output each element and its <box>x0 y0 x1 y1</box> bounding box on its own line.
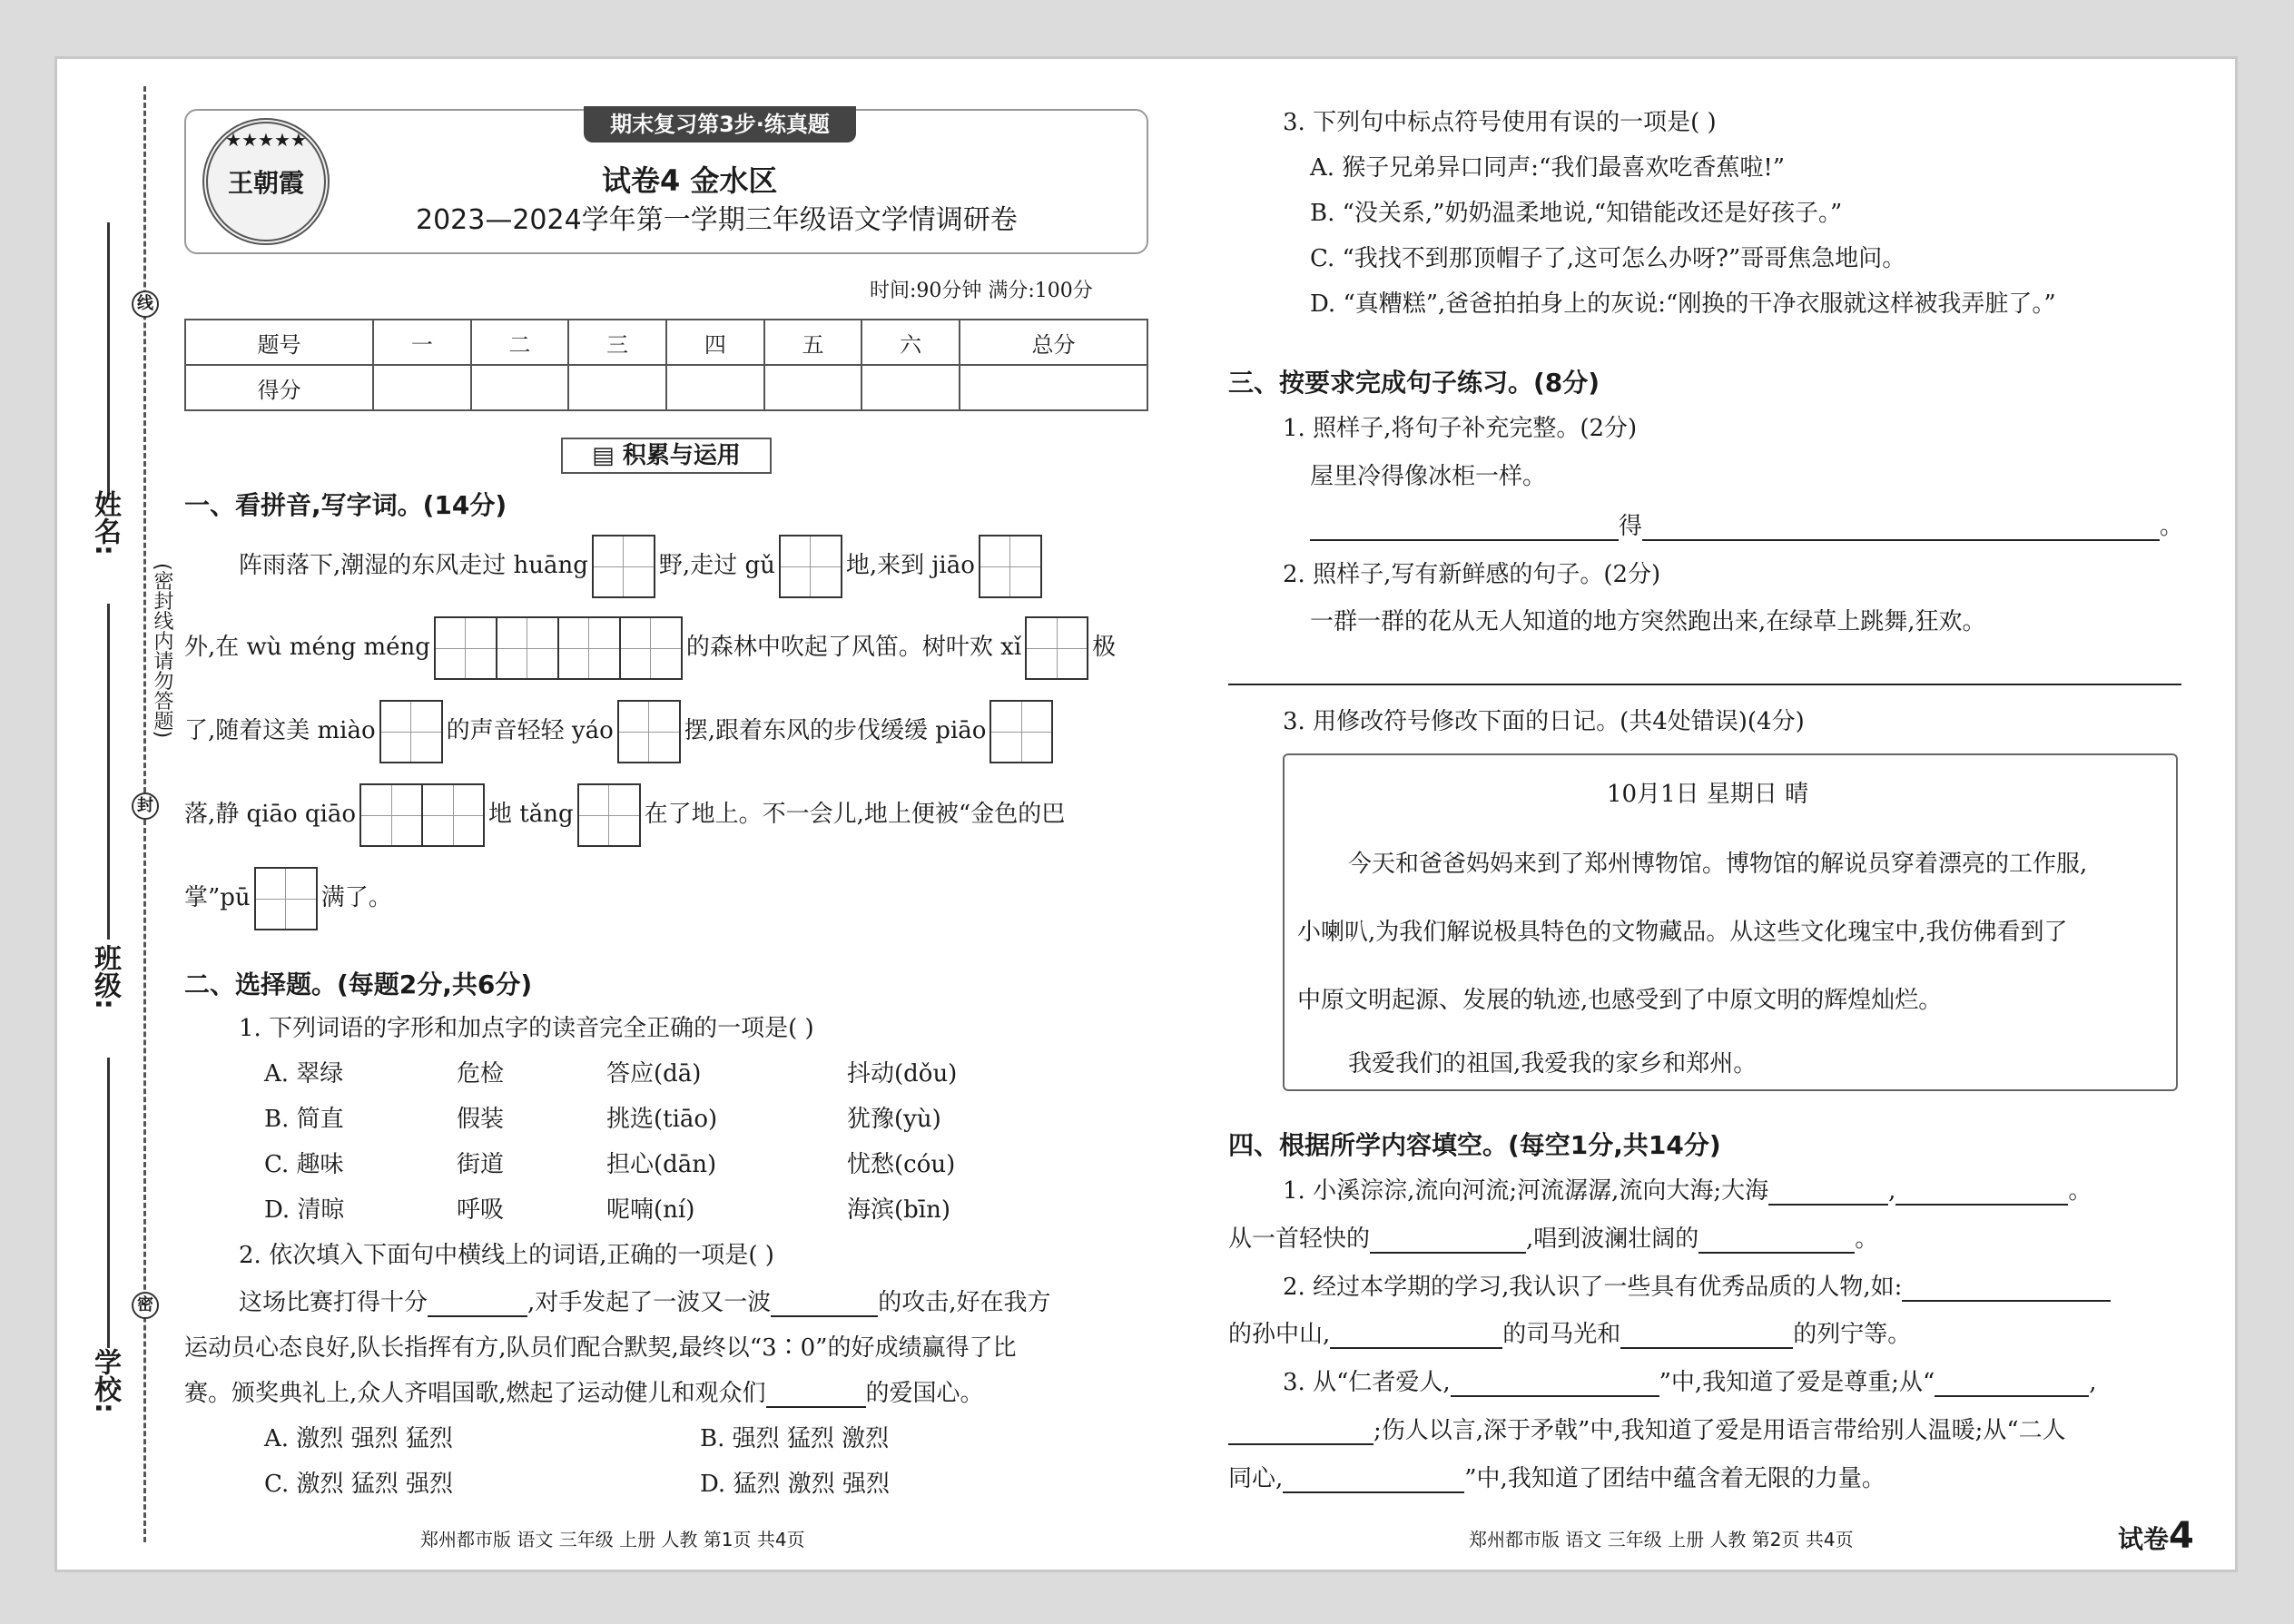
text: , <box>1888 1177 1896 1205</box>
section-banner-text: 积累与运用 <box>622 442 741 469</box>
score-input[interactable] <box>666 365 764 410</box>
q3-1-answer <box>1310 513 2183 541</box>
q2-3-option-b[interactable]: B. “没关系,”奶奶温柔地说,“知错能改还是好孩子。” <box>1310 200 1843 227</box>
text: 的声音轻轻 yáo <box>446 717 614 744</box>
text: 的爱国心。 <box>865 1380 984 1407</box>
q4-2-line1 <box>1283 1274 2111 1302</box>
blank[interactable] <box>1310 514 1619 541</box>
q2-3-stem: 3. 下列句中标点符号使用有误的一项是( ) <box>1283 109 1717 136</box>
logo-stars: ★★★★★ <box>225 129 307 151</box>
text: 落,静 qiāo qiāo <box>184 801 357 828</box>
blank[interactable] <box>1895 1178 2068 1206</box>
score-cell: 六 <box>861 320 960 365</box>
text: 。 <box>2160 513 2184 540</box>
blank[interactable] <box>1228 1418 1373 1445</box>
text: 从一首轻快的 <box>1228 1225 1371 1253</box>
diary-date: 10月1日 星期日 晴 <box>1607 781 1809 808</box>
tianzige-box[interactable] <box>979 535 1042 598</box>
blank[interactable] <box>1698 1226 1855 1254</box>
text: 这场比赛打得十分 <box>239 1289 428 1316</box>
opt-word: 犹豫(yù) <box>847 1106 941 1133</box>
q2-3-option-c[interactable]: C. “我找不到那顶帽子了,这可怎么办呀?”哥哥焦急地问。 <box>1310 245 1906 272</box>
text: 的列宁等。 <box>1793 1321 1912 1348</box>
tianzige-box[interactable] <box>619 616 683 680</box>
time-info: 时间:90分钟 满分:100分 <box>870 280 1093 302</box>
blank[interactable] <box>1902 1275 2111 1302</box>
score-table <box>184 319 1148 411</box>
opt-word: 街道 <box>457 1151 505 1178</box>
q3-2-answer-line[interactable] <box>1228 684 2181 685</box>
score-cell: 三 <box>568 320 666 365</box>
q4-3-line3 <box>1228 1465 1885 1493</box>
diary-line2: 小喇叭,为我们解说极具特色的文物藏品。从这些文化瑰宝中,我仿佛看到了 <box>1297 919 2068 946</box>
opt-word: 海滨(bīn) <box>847 1196 950 1224</box>
blank[interactable] <box>1642 514 2160 541</box>
blank[interactable] <box>1935 1370 2089 1397</box>
opt-word: 担心(dān) <box>606 1151 717 1178</box>
q3-1-stem: 1. 照样子,将句子补充完整。(2分) <box>1283 415 1638 442</box>
q4-3-line1 <box>1283 1369 2097 1397</box>
text: 。 <box>2068 1177 2092 1205</box>
text: 1. 小溪淙淙,流向河流;河流潺潺,流向大海;大海 <box>1283 1177 1769 1205</box>
text: 的攻击,好在我方 <box>878 1289 1051 1316</box>
q3-heading: 三、按要求完成句子练习。(8分) <box>1228 368 1600 398</box>
text: 满了。 <box>320 884 392 911</box>
opt-word: B. 简直 <box>264 1106 344 1133</box>
school-line <box>107 1058 110 1348</box>
q2-2-option-d[interactable]: D. 猛烈 激烈 强烈 <box>700 1471 890 1498</box>
paper-badge <box>2118 1514 2194 1558</box>
footer-right: 郑州都市版 语文 三年级 上册 人教 第2页 共4页 <box>1469 1529 1854 1550</box>
text: ”中,我知道了团结中蕴含着无限的力量。 <box>1464 1465 1885 1492</box>
score-cell: 总分 <box>960 320 1147 365</box>
q3-3-stem: 3. 用修改符号修改下面的日记。(共4处错误)(4分) <box>1283 708 1805 735</box>
tianzige-box[interactable] <box>779 535 842 598</box>
text: 的司马光和 <box>1502 1321 1621 1348</box>
q1-line2 <box>184 616 1116 680</box>
q2-2-stem: 2. 依次填入下面句中横线上的词语,正确的一项是( ) <box>239 1242 774 1269</box>
text: ”中,我知道了爱是尊重;从“ <box>1659 1369 1935 1396</box>
text: 极 <box>1092 634 1117 661</box>
blank[interactable] <box>1330 1322 1502 1349</box>
text: 摆,跟着东风的步伐缓缓 piāo <box>684 717 987 744</box>
text: 赛。颁奖典礼上,众人齐唱国歌,燃起了运动健儿和观众们 <box>184 1380 766 1407</box>
seal-mark-feng: 封 <box>132 792 159 820</box>
paper-subtitle: 2023—2024学年第一学期三年级语文学情调研卷 <box>416 204 1018 236</box>
diary-line4: 我爱我们的祖国,我爱我的家乡和郑州。 <box>1348 1050 1757 1078</box>
tianzige-box[interactable] <box>496 616 559 680</box>
q1-line5 <box>184 867 392 930</box>
q2-3-option-a[interactable]: A. 猴子兄弟异口同声:“我们最喜欢吃香蕉啦!” <box>1310 154 1786 182</box>
tianzige-box[interactable] <box>421 783 485 847</box>
score-header-row <box>185 320 1147 365</box>
q3-2-example: 一群一群的花从无人知道的地方突然跑出来,在绿草上跳舞,狂欢。 <box>1310 608 1986 635</box>
tianzige-box[interactable] <box>989 700 1053 763</box>
q3-2-stem: 2. 照样子,写有新鲜感的句子。(2分) <box>1283 561 1661 588</box>
badge-number: 4 <box>2169 1515 2194 1557</box>
opt-word: 抖动(dǒu) <box>847 1060 958 1088</box>
score-cell: 一 <box>373 320 471 365</box>
exam-sheet <box>54 56 2238 1572</box>
blank[interactable] <box>771 1290 878 1317</box>
class-line <box>107 604 110 940</box>
diary-line3: 中原文明起源、发展的轨迹,也感受到了中原文明的辉煌灿烂。 <box>1297 987 1943 1014</box>
score-cell: 二 <box>471 320 569 365</box>
tianzige-box[interactable] <box>557 616 621 680</box>
text: 同心, <box>1228 1465 1284 1492</box>
score-input[interactable] <box>471 365 569 410</box>
tianzige-box[interactable] <box>617 700 681 763</box>
seal-notice: (密封线内请勿答题) <box>151 563 173 739</box>
q3-1-example: 屋里冷得像冰柜一样。 <box>1310 463 1547 490</box>
q4-1-line2 <box>1228 1225 1878 1254</box>
diary-line1: 今天和爸爸妈妈来到了郑州博物馆。博物馆的解说员穿着漂亮的工作服, <box>1348 851 2088 878</box>
q2-2-option-b[interactable]: B. 强烈 猛烈 激烈 <box>700 1425 890 1452</box>
section-banner <box>561 438 772 474</box>
text: 的孙中山, <box>1228 1321 1331 1348</box>
q4-heading: 四、根据所学内容填空。(每空1分,共14分) <box>1228 1130 1721 1160</box>
tianzige-box[interactable] <box>254 867 318 930</box>
tianzige-box[interactable] <box>1025 616 1088 680</box>
tianzige-box[interactable] <box>434 616 497 680</box>
text: ,对手发起了一波又一波 <box>527 1289 772 1316</box>
footer-left: 郑州都市版 语文 三年级 上册 人教 第1页 共4页 <box>420 1529 805 1550</box>
opt-word: 假装 <box>457 1106 505 1133</box>
name-label: 姓名: <box>89 490 121 556</box>
paper-title: 试卷4 金水区 <box>602 163 778 198</box>
school-label: 学校: <box>89 1348 121 1413</box>
blank[interactable] <box>428 1290 527 1317</box>
q4-1-line1 <box>1283 1177 2092 1206</box>
blank[interactable] <box>1451 1370 1659 1397</box>
q2-2-option-c[interactable]: C. 激烈 猛烈 强烈 <box>264 1471 454 1498</box>
q1-heading: 一、看拼音,写字词。(14分) <box>184 490 507 520</box>
q2-2-option-a[interactable]: A. 激烈 强烈 猛烈 <box>264 1425 453 1452</box>
tianzige-box[interactable] <box>592 535 655 598</box>
q2-2-p2: 运动员心态良好,队长指挥有方,队员们配合默契,最终以“3∶0”的好成绩赢得了比 <box>184 1334 1017 1362</box>
binding-strip <box>57 59 173 1570</box>
text: 地 tǎng <box>488 801 574 828</box>
logo <box>202 118 330 245</box>
name-line <box>107 222 110 495</box>
opt-word: 呢喃(ní) <box>606 1196 695 1224</box>
blank[interactable] <box>1370 1226 1526 1254</box>
text: 在了地上。不一会儿,地上便被“金色的巴 <box>644 801 1066 828</box>
tianzige-box[interactable] <box>359 783 423 847</box>
score-cell: 五 <box>764 320 862 365</box>
seal-mark-xian: 线 <box>132 290 159 318</box>
q2-2-p1 <box>239 1289 1051 1317</box>
opt-word: 危检 <box>457 1060 505 1088</box>
text: 的森林中吹起了风笛。树叶欢 xǐ <box>685 634 1022 661</box>
opt-word: 答应(dā) <box>606 1060 702 1088</box>
text: 地,来到 jiāo <box>845 552 975 579</box>
score-input[interactable] <box>960 365 1147 410</box>
score-input[interactable] <box>764 365 862 410</box>
text: 阵雨落下,潮湿的东风走过 huāng <box>239 552 588 579</box>
header-banner: 期末复习第3步·练真题 <box>584 106 856 143</box>
text: 掌”pū <box>184 884 251 911</box>
text: 3. 从“仁者爱人, <box>1283 1369 1451 1396</box>
text: 外,在 wù méng méng <box>184 634 430 661</box>
text: ,唱到波澜壮阔的 <box>1526 1225 1699 1253</box>
blank[interactable] <box>1620 1322 1793 1349</box>
text: ;伤人以言,深于矛戟”中,我知道了爱是用语言带给别人温暖;从“二人 <box>1373 1417 2066 1444</box>
score-input[interactable] <box>373 365 471 410</box>
badge-text: 试卷 <box>2118 1524 2170 1554</box>
score-cell: 得分 <box>185 365 373 410</box>
blank[interactable] <box>766 1381 866 1408</box>
q1-line1 <box>239 535 1046 598</box>
text: 野,走过 gǔ <box>658 552 775 579</box>
text: 得 <box>1619 513 1643 540</box>
blank[interactable] <box>1768 1178 1888 1206</box>
q2-2-p3 <box>184 1380 984 1408</box>
opt-word: 忧愁(cóu) <box>847 1151 956 1178</box>
score-value-row <box>185 365 1147 410</box>
opt-word: C. 趣味 <box>264 1151 344 1178</box>
logo-text: 王朝霞 <box>227 168 304 198</box>
text: 了,随着这美 miào <box>184 717 376 744</box>
book-icon: ▤ <box>592 442 623 469</box>
score-cell: 四 <box>666 320 764 365</box>
q1-line4 <box>184 783 1065 847</box>
opt-word: A. 翠绿 <box>264 1060 344 1088</box>
opt-word: 挑选(tiāo) <box>606 1106 718 1133</box>
q1-line3 <box>184 700 1057 763</box>
score-input[interactable] <box>861 365 960 410</box>
q4-2-line2 <box>1228 1321 1911 1349</box>
text: 2. 经过本学期的学习,我认识了一些具有优秀品质的人物,如: <box>1283 1274 1903 1301</box>
text: , <box>2089 1369 2097 1396</box>
q4-3-line2 <box>1228 1417 2066 1445</box>
blank[interactable] <box>1283 1466 1464 1493</box>
opt-word: D. 清晾 <box>264 1196 345 1224</box>
seal-mark-mi: 密 <box>132 1292 159 1319</box>
opt-word: 呼吸 <box>457 1196 505 1224</box>
class-label: 班级: <box>89 944 121 1009</box>
diary-box <box>1283 753 2178 1091</box>
tianzige-box[interactable] <box>379 700 443 763</box>
score-input[interactable] <box>568 365 666 410</box>
q2-3-option-d[interactable]: D. “真糟糕”,爸爸拍拍身上的灰说:“刚换的干净衣服就这样被我弄脏了。” <box>1310 290 2056 318</box>
text: 。 <box>1855 1225 1879 1253</box>
q2-heading: 二、选择题。(每题2分,共6分) <box>184 969 533 999</box>
score-cell: 题号 <box>185 320 373 365</box>
tianzige-box[interactable] <box>577 783 641 847</box>
q2-1-stem: 1. 下列词语的字形和加点字的读音完全正确的一项是( ) <box>239 1015 814 1042</box>
